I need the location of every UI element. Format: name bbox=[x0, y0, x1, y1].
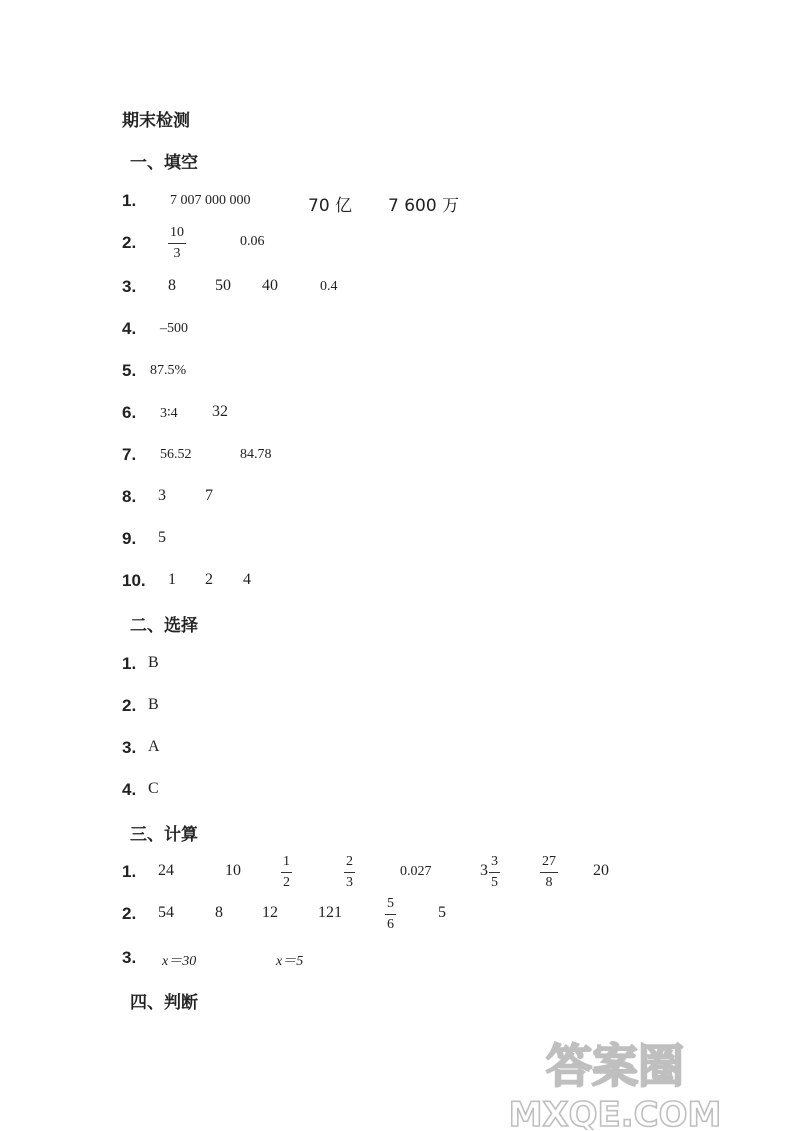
fraction-numerator: 27 bbox=[540, 855, 558, 873]
answer-value: 1 bbox=[168, 571, 176, 588]
equation-solution: x＝30 bbox=[162, 954, 197, 969]
fraction bbox=[344, 855, 355, 890]
fraction-numerator: 10 bbox=[168, 226, 186, 244]
answer-value: 0.027 bbox=[400, 864, 432, 879]
answer-value: 0.06 bbox=[240, 234, 265, 249]
section-heading-fill: 一、填空 bbox=[130, 153, 198, 173]
fraction-denominator: 3 bbox=[346, 875, 353, 890]
question-number: 2. bbox=[122, 696, 137, 715]
question-number: 10. bbox=[122, 571, 146, 590]
answer-value: 50 bbox=[215, 277, 231, 294]
answer-value: 87.5% bbox=[150, 363, 187, 378]
answer-value: 3∶4 bbox=[160, 406, 178, 421]
answer-value: A bbox=[148, 738, 160, 755]
answer-value: C bbox=[148, 780, 159, 797]
fraction-denominator: 6 bbox=[387, 917, 394, 932]
answer-value: 84.78 bbox=[240, 447, 272, 462]
question-number: 9. bbox=[122, 529, 137, 548]
svg-text:MXQE.COM: MXQE.COM bbox=[508, 1095, 722, 1130]
question-number: 4. bbox=[122, 780, 137, 799]
question-number: 2. bbox=[122, 904, 137, 923]
question-number: 5. bbox=[122, 361, 137, 380]
answer-value: 4 bbox=[243, 571, 251, 588]
question-number: 8. bbox=[122, 487, 137, 506]
answer-value: 8 bbox=[168, 277, 176, 294]
answer-value: –500 bbox=[160, 321, 188, 336]
section-heading-choice: 二、选择 bbox=[130, 616, 198, 636]
question-number: 1. bbox=[122, 862, 137, 881]
answer-value: 121 bbox=[318, 904, 342, 921]
answer-value: B bbox=[148, 696, 159, 713]
fraction-denominator: 3 bbox=[173, 246, 181, 261]
question-number: 3. bbox=[122, 948, 137, 967]
svg-text:答案圈: 答案圈 bbox=[546, 1039, 684, 1093]
fraction-numerator: 1 bbox=[281, 855, 292, 873]
answer-value: 7 bbox=[205, 487, 213, 504]
fraction bbox=[281, 855, 292, 890]
answer-value: 40 bbox=[262, 277, 278, 294]
answer-value: 24 bbox=[158, 862, 174, 879]
question-number: 3. bbox=[122, 738, 137, 757]
question-number: 3. bbox=[122, 277, 137, 296]
fraction bbox=[489, 855, 500, 890]
answer-value: 10 bbox=[225, 862, 241, 879]
answer-value: 8 bbox=[215, 904, 223, 921]
answer-value: 54 bbox=[158, 904, 174, 921]
answer-value: 20 bbox=[593, 862, 609, 879]
answer-value: 12 bbox=[262, 904, 278, 921]
answer-value: 32 bbox=[212, 403, 228, 420]
fraction-numerator: 3 bbox=[489, 855, 500, 873]
fraction-numerator: 5 bbox=[385, 897, 396, 915]
question-number: 4. bbox=[122, 319, 137, 338]
question-number: 1. bbox=[122, 191, 137, 210]
question-number: 1. bbox=[122, 654, 137, 673]
answer-value: 3 bbox=[158, 487, 166, 504]
answer-value: 7 600 万 bbox=[388, 196, 460, 216]
question-number: 6. bbox=[122, 403, 137, 422]
fraction-denominator: 5 bbox=[491, 875, 498, 890]
answer-value: 56.52 bbox=[160, 447, 192, 462]
mixed-number-whole: 3 bbox=[480, 862, 488, 879]
fraction bbox=[385, 897, 396, 932]
answer-value: 70 亿 bbox=[308, 196, 353, 216]
answer-value: 5 bbox=[158, 529, 166, 546]
fraction-denominator: 2 bbox=[283, 875, 290, 890]
equation-solution: x＝5 bbox=[276, 954, 304, 969]
fraction bbox=[540, 855, 558, 890]
question-number: 7. bbox=[122, 445, 137, 464]
question-number: 2. bbox=[122, 233, 137, 252]
fraction-denominator: 8 bbox=[545, 875, 553, 890]
answer-value: B bbox=[148, 654, 159, 671]
page-title: 期末检测 bbox=[122, 111, 190, 131]
section-heading-calc: 三、计算 bbox=[130, 825, 198, 845]
answer-value: 0.4 bbox=[320, 279, 338, 294]
section-heading-judge: 四、判断 bbox=[130, 993, 198, 1013]
fraction-numerator: 2 bbox=[344, 855, 355, 873]
answer-value: 5 bbox=[438, 904, 446, 921]
site-watermark bbox=[425, 1030, 795, 1130]
fraction bbox=[168, 226, 186, 261]
answer-value: 7 007 000 000 bbox=[170, 193, 251, 208]
answer-value: 2 bbox=[205, 571, 213, 588]
